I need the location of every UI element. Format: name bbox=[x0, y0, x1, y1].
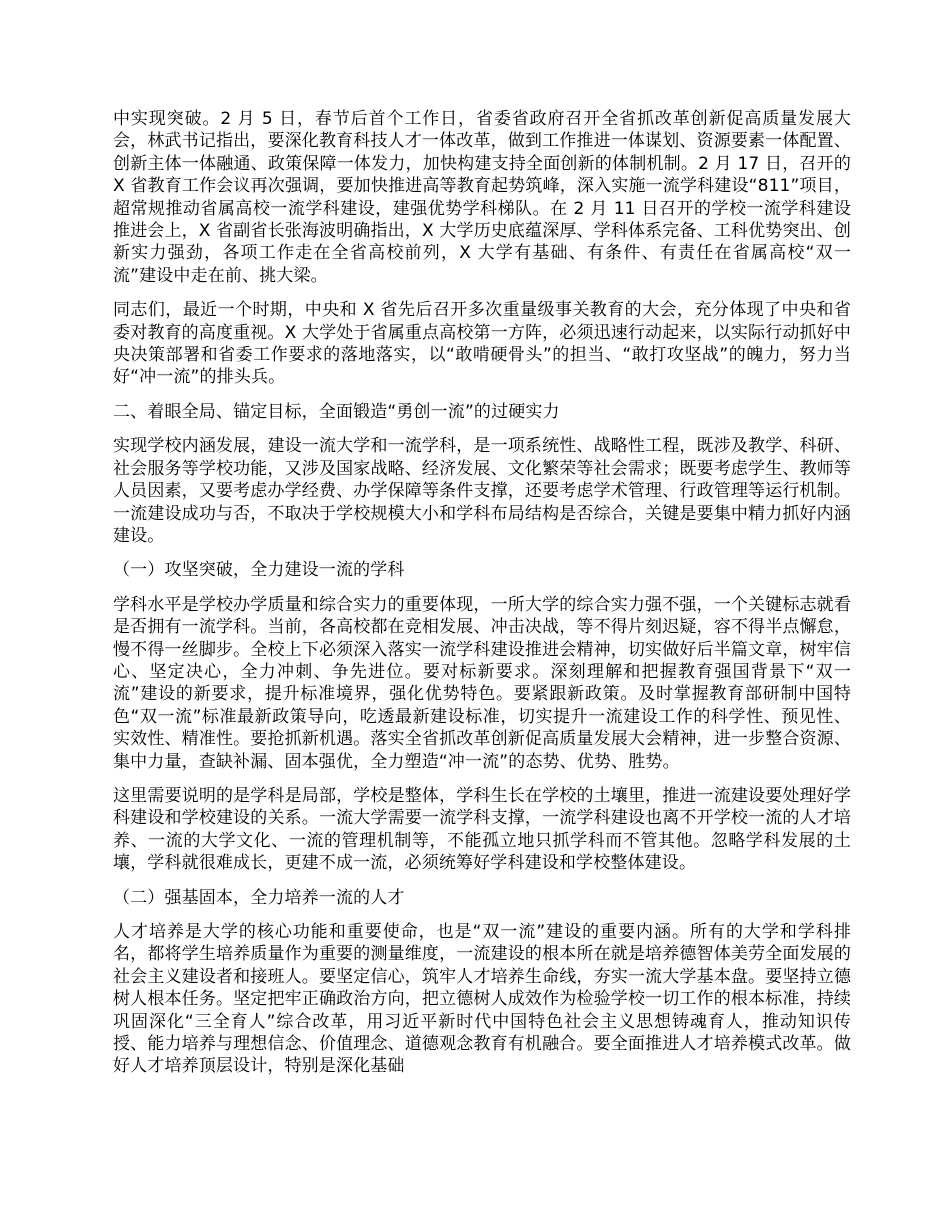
paragraph-policy-context: 中实现突破。2 月 5 日，春节后首个工作日，省委省政府召开全省抓改革创新促高质量发展大会，林武书记指出，要深化教育科技人才一体改革，做到工作推进一体谋划、资源要素一体配置、创新主体一体融通、政策保障一体发力，加快构建支持全面创新的体制机制。2 月 17 日，召开的 X 省教育工作会议再次强调，要加快推进高等教育起势筑峰，深入实施一流学科建设“811”项目，超常规推动省属高校一流学科建设，建强优势学科梯队。在 2 月 11 日召开的学校一流学科建设推进会上，X 省副省长张海波明确指出，X 大学历史底蕴深厚、学科体系完备、工科优势突出、创新实力强劲，各项工作走在全省高校前列，X 大学有基础、有条件、有责任在省属高校“双一流”建设中走在前、挑大梁。 bbox=[113, 109, 851, 286]
paragraph-call-to-action: 同志们，最近一个时期，中央和 X 省先后召开多次重量级事关教育的大会，充分体现了中央和省委对教育的高度重视。X 大学处于省属重点高校第一方阵，必须迅速行动起来，以实际行动抓好中央决策部署和省委工作要求的落地落实，以“敢啃硬骨头”的担当、“敢打攻坚战”的魄力，努力当好“冲一流”的排头兵。 bbox=[113, 300, 851, 388]
subsection-heading-2: （二）强基固本，全力培养一流的人才 bbox=[113, 887, 405, 908]
paragraph-discipline-vs-school: 这里需要说明的是学科是局部，学校是整体，学科生长在学校的土壤里，推进一流建设要处理好学科建设和学校建设的关系。一流大学需要一流学科支撑，一流学科建设也离不开学校一流的人才培养、一流的大学文化、一流的管理机制等，不能孤立地只抓学科而不管其他。忽略学科发展的土壤，学科就很难成长，更建不成一流，必须统筹好学科建设和学校整体建设。 bbox=[113, 785, 851, 874]
subsection-heading-1: （一）攻坚突破，全力建设一流的学科 bbox=[113, 560, 405, 581]
document-body bbox=[113, 108, 851, 1090]
paragraph-talent-cultivation: 人才培养是大学的核心功能和重要使命，也是“双一流”建设的重要内涵。所有的大学和学科排名，都将学生培养质量作为重要的测量维度，一流建设的根本所在就是培养德智体美劳全面发展的社会主义建设者和接班人。要坚定信心，筑牢人才培养生命线，夯实一流大学基本盘。要坚持立德树人根本任务。坚定把牢正确政治方向，把立德树人成效作为检验学校一切工作的根本标准，持续巩固深化“三全育人”综合改革，用习近平新时代中国特色社会主义思想铸魂育人，推动知识传授、能力培养与理想信念、价值理念、道德观念教育有机融合。要全面推进人才培养模式改革。做好人才培养顶层设计，特别是深化基础 bbox=[113, 922, 851, 1077]
section-heading-2: 二、着眼全局、锚定目标，全面锻造“勇创一流”的过硬实力 bbox=[113, 401, 560, 422]
paragraph-discipline-building: 学科水平是学校办学质量和综合实力的重要体现，一所大学的综合实力强不强，一个关键标志就看是否拥有一流学科。当前，各高校都在竞相发展、冲击决战，等不得片刻迟疑，容不得半点懈怠，慢不得一丝脚步。全校上下必须深入落实一流学科建设推进会精神，切实做好后半篇文章，树牢信心、坚定决心，全力冲刺、争先进位。要对标新要求。深刻理解和把握教育强国背景下“双一流”建设的新要求，提升标准境界，强化优势特色。要紧跟新政策。及时掌握教育部研制中国特色“双一流”标准最新政策导向，吃透最新建设标准，切实提升一流建设工作的科学性、预见性、实效性、精准性。要抢抓新机遇。落实全省抓改革创新促高质量发展大会精神，进一步整合资源、集中力量，查缺补漏、固本强优，全力塑造“冲一流”的态势、优势、胜势。 bbox=[113, 594, 851, 772]
paragraph-connotation-development: 实现学校内涵发展，建设一流大学和一流学科，是一项系统性、战略性工程，既涉及教学、科研、社会服务等学校功能，又涉及国家战略、经济发展、文化繁荣等社会需求；既要考虑学生、教师等人员因素，又要考虑办学经费、办学保障等条件支撑，还要考虑学术管理、行政管理等运行机制。一流建设成功与否，不取决于学校规模大小和学科布局结构是否综合，关键是要集中精力抓好内涵建设。 bbox=[113, 436, 851, 546]
